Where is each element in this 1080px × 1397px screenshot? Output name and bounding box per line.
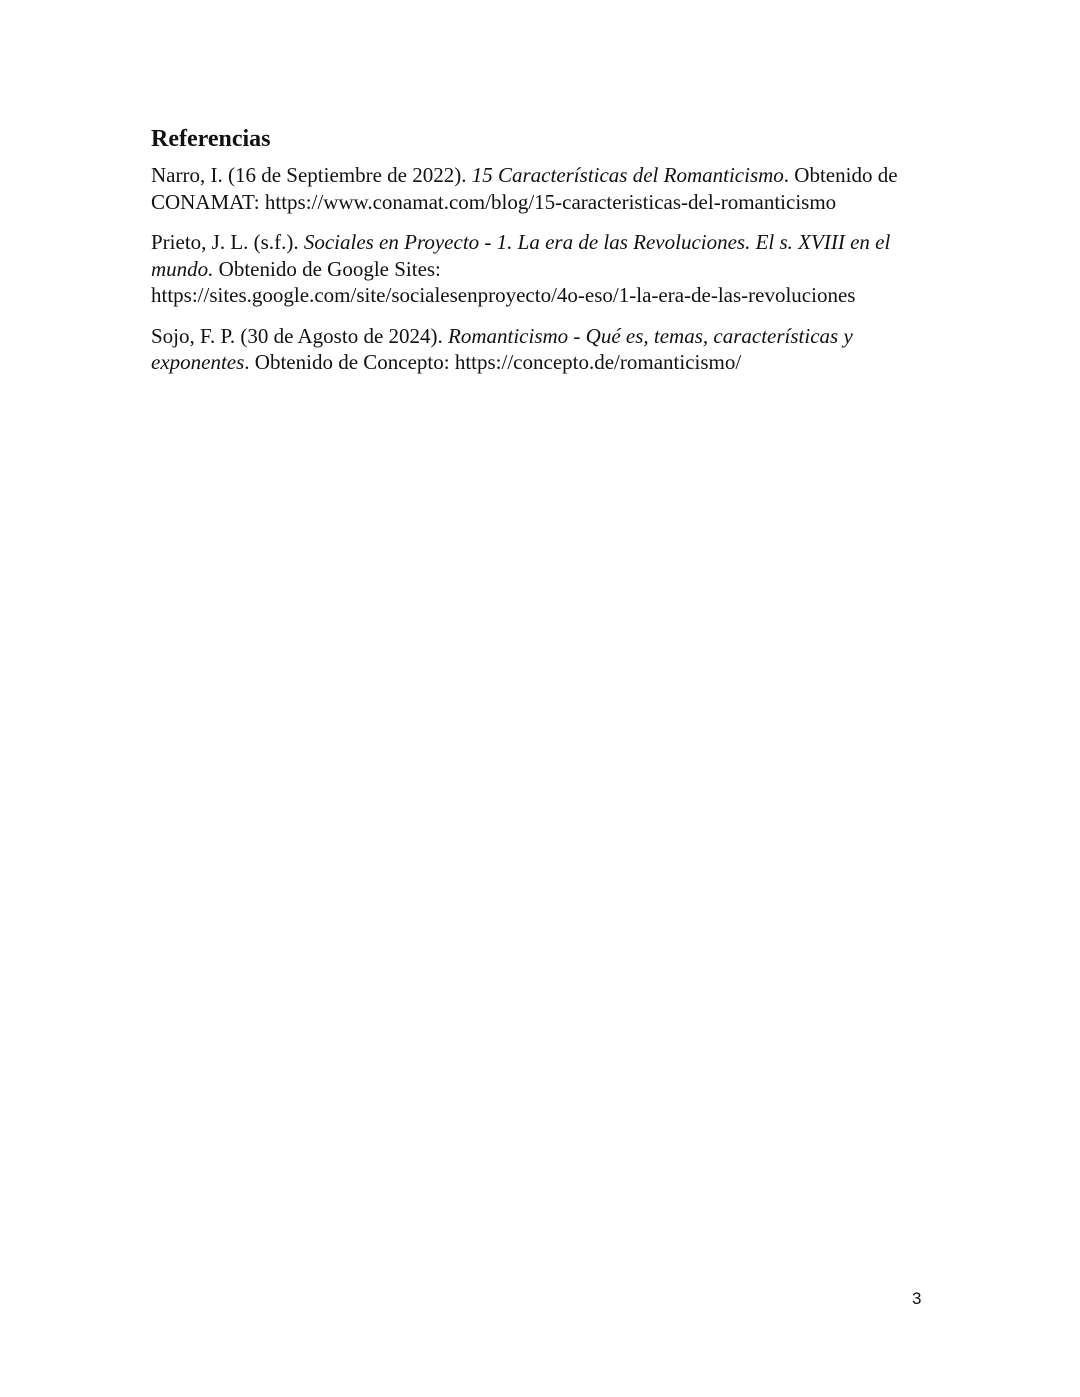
reference-source-url: . Obtenido de Concepto: https://concepto.de/romanticismo/ xyxy=(244,350,742,374)
reference-source-url: CONAMAT: https://www.conamat.com/blog/15-caracteristicas-del-romanticismo xyxy=(151,189,837,214)
reference-title-continued: exponentes xyxy=(151,350,245,374)
reference-line xyxy=(151,349,951,376)
reference-source: Obtenido de Google Sites: xyxy=(213,256,441,281)
reference-entry-narro xyxy=(151,162,951,215)
reference-line xyxy=(151,162,951,189)
references-heading: Referencias xyxy=(151,126,271,152)
page-number: 3 xyxy=(912,1289,922,1308)
reference-line xyxy=(151,229,951,256)
reference-title-continued: mundo. xyxy=(151,256,214,281)
reference-source-url: https://sites.google.com/site/socialesenproyecto/4o-eso/1-la-era-de-las-revoluciones xyxy=(151,283,856,307)
reference-author-date: Narro, I. (16 de Septiembre de 2022). xyxy=(151,163,472,187)
reference-entry-sojo xyxy=(151,323,951,376)
reference-author-date: Sojo, F. P. (30 de Agosto de 2024). xyxy=(151,323,449,348)
reference-source: . Obtenido de xyxy=(783,163,898,187)
reference-author-date: Prieto, J. L. (s.f.). xyxy=(151,230,304,254)
reference-line xyxy=(151,323,951,350)
references-list xyxy=(151,162,951,390)
reference-line xyxy=(151,282,951,309)
reference-title: Sociales en Proyecto - 1. La era de las Revoluciones. El s. XVIII en el xyxy=(303,230,891,254)
reference-title: 15 Características del Romanticismo xyxy=(471,163,784,187)
reference-entry-prieto xyxy=(151,229,951,309)
reference-title: Romanticismo - Qué es, temas, características y xyxy=(448,323,853,348)
reference-line xyxy=(151,256,951,283)
reference-line xyxy=(151,189,951,216)
